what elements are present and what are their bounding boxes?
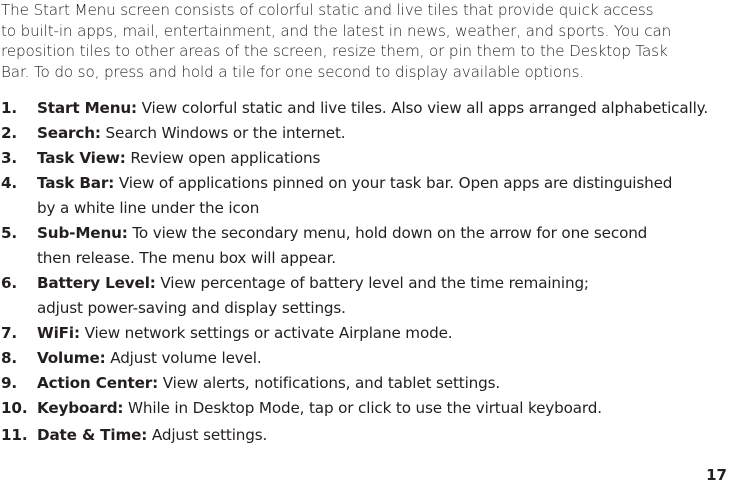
item-description: View alerts, notifications, and tablet settings. (162, 374, 501, 392)
intro-line: reposition tiles to other areas of the screen, resize them, or pin them to the Desktop Task (1, 42, 668, 60)
item-term: WiFi: (37, 324, 80, 342)
item-term: Volume: (37, 349, 106, 367)
item-description: Adjust settings. (151, 426, 268, 444)
intro-line: to built-in apps, mail, entertainment, and the latest in news, weather, and sports. You can (1, 21, 672, 40)
item-term: Date & Time: (37, 426, 148, 444)
page-number: 17 (706, 466, 727, 484)
intro-line: The Start Menu screen consists of colorful static and live tiles that provide quick access (1, 1, 654, 19)
item-description: To view the secondary menu, hold down on the arrow for one second (132, 224, 648, 242)
item-term: Search: (37, 124, 101, 142)
item-description: View network settings or activate Airplane mode. (84, 324, 453, 342)
item-body (37, 371, 727, 396)
item-body (37, 171, 727, 221)
item-body (37, 346, 727, 371)
item-body (37, 396, 727, 421)
item-description: Review open applications (130, 149, 321, 167)
item-body (37, 146, 727, 171)
item-description: View of applications pinned on your task bar. Open apps are distinguished (118, 174, 673, 192)
intro-line: Bar. To do so, press and hold a tile for one second to display available options. (1, 62, 585, 81)
item-description: View colorful static and live tiles. Also view all apps arranged alphabetically. (141, 99, 709, 117)
item-description: Search Windows or the internet. (105, 124, 346, 142)
item-number: 9. (1, 374, 18, 392)
item-term: Task Bar: (37, 174, 115, 192)
item-term: Task View: (37, 149, 126, 167)
item-number: 7. (1, 324, 18, 342)
item-number: 5. (1, 224, 18, 242)
item-number: 10. (1, 399, 28, 417)
item-description-continued: then release. The menu box will appear. (37, 249, 336, 267)
item-number: 8. (1, 349, 18, 367)
item-number: 3. (1, 149, 18, 167)
item-body (37, 321, 727, 346)
item-description: While in Desktop Mode, tap or click to use the virtual keyboard. (128, 399, 602, 417)
item-number: 11. (1, 426, 28, 444)
item-number: 1. (1, 99, 18, 117)
item-number: 6. (1, 274, 18, 292)
item-number: 4. (1, 174, 18, 192)
item-description: View percentage of battery level and the time remaining; (160, 274, 589, 292)
item-term: Sub-Menu: (37, 224, 128, 242)
item-body (37, 221, 727, 271)
item-term: Start Menu: (37, 99, 137, 117)
item-body (37, 121, 727, 146)
intro-paragraph (1, 0, 725, 82)
item-term: Keyboard: (37, 399, 124, 417)
item-description: Adjust volume level. (110, 349, 262, 367)
item-body (37, 271, 727, 321)
item-body (37, 96, 727, 121)
item-number: 2. (1, 124, 18, 142)
item-term: Battery Level: (37, 274, 156, 292)
item-term: Action Center: (37, 374, 159, 392)
item-description-continued: by a white line under the icon (37, 199, 260, 217)
item-description-continued: adjust power-saving and display settings. (37, 299, 346, 317)
item-body (37, 423, 727, 448)
